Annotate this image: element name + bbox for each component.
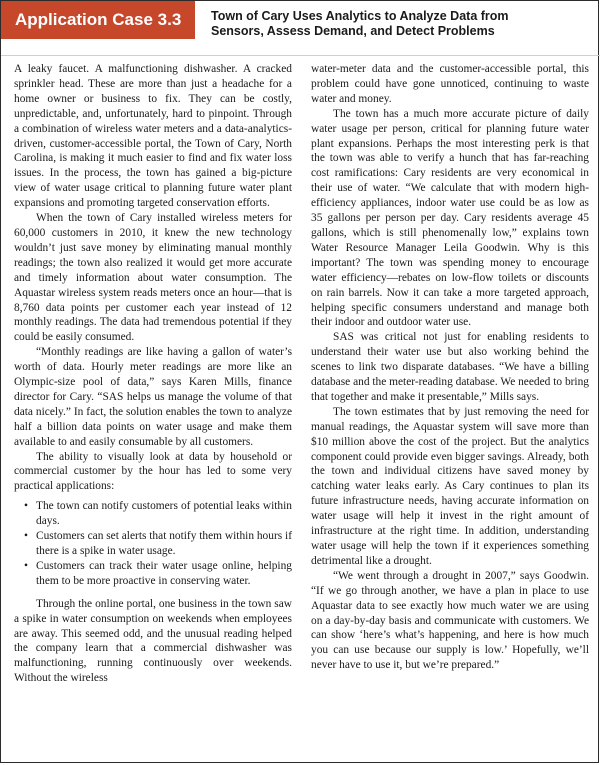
list-item: • The town can notify customers of potential leaks within days. (36, 499, 292, 529)
paragraph: SAS was critical not just for enabling residents to understand their water use but also working behind the scenes to link two disparate databases. “We have a billing database and the meter-reading database. We needed to bring that together and make it presentable,” Mills says. (311, 331, 589, 403)
case-label: Application Case 3.3 (1, 1, 195, 39)
case-title (211, 9, 591, 39)
paragraph: When the town of Cary installed wireless meters for 60,000 customers in 2010, it knew the new technology wouldn’t just save money by eliminating manual monthly readings; the town also realized it would get more accurate and timely information about water consumption. The Aquastar wireless system reads meters once an hour—that is 8,760 data points per customer each year instead of 12 monthly readings. The data had tremendous potential if they could be easily consumed. (14, 212, 292, 344)
case-header (1, 1, 600, 56)
applications-list (14, 499, 292, 588)
list-item: • Customers can set alerts that notify them within hours if there is a spike in water usage. (36, 529, 292, 559)
right-column (311, 62, 589, 686)
left-column (14, 62, 292, 686)
body-columns (14, 62, 589, 686)
case-title-line: Town of Cary Uses Analytics to Analyze Data from (211, 9, 509, 23)
paragraph: water-meter data and the customer-accessible portal, this problem could have gone unnoticed, continuing to waste water and money. (311, 63, 589, 105)
paragraph: Through the online portal, one business in the town saw a spike in water consumption on weekends when employees are away. This seemed odd, and the unusual reading helped the company learn that a commercial dishwasher was malfunctioning, running continuously over weekends. Without the wireless (14, 597, 292, 685)
paragraph: “We went through a drought in 2007,” says Goodwin. “If we go through another, we have a plan in place to use Aquastar data to see exactly how much water we are using on a day-by-day basis and communicate with customers. We can show ‘here’s what’s happening, and here is how much you can use because our supply is low.’ Hopefully, we’ll never have to use it, but we’re prepared.” (311, 569, 589, 672)
paragraph: “Monthly readings are like having a gallon of water’s worth of data. Hourly meter readings are more like an Olympic-size pool of data,” says Karen Mills, finance director for Cary. “SAS helps us manage the volume of that data nicely.” In fact, the solution enables the town to analyze half a billion data points on water usage and make them available to and easily consumable by all customers. (14, 346, 292, 448)
case-title-line: Sensors, Assess Demand, and Detect Problems (211, 24, 495, 38)
paragraph: A leaky faucet. A malfunctioning dishwasher. A cracked sprinkler head. These are more than just a headache for a home owner or business to fix. They can be costly, unpredictable, and, unfortunately, hard to pinpoint. Through a combination of wireless water meters and a data-analytics-driven, customer-accessible portal, the Town of Cary, North Carolina, is making it much easier to find and fix water loss issues. In the process, the town has gained a big-picture view of water usage critical to planning future water plant expansions and promoting targeted conservation efforts. (14, 63, 292, 210)
list-item: • Customers can track their water usage online, helping them to be more proactive in conserving water. (36, 559, 292, 589)
paragraph: The town has a much more accurate picture of daily water usage per person, critical for planning future water plant expansions. Perhaps the most interesting perk is that the town was able to verify a hunch that has far-reaching cost ramifications: Cary residents are very economical in their use of water. “We calculate that with modern high-efficiency appliances, indoor water use could be as low as 35 gallons per person per day. Cary residents average 45 gallons, which is still phenomenally low,” explains town Water Resource Manager Leila Goodwin. Why is this important? The town was spending money to encourage water efficiency—rebates on low-flow toilets or discounts on rain barrels. Now it can take a more targeted approach, helping specific consumers understand and manage both their indoor and outdoor water use. (311, 107, 589, 329)
paragraph: The town estimates that by just removing the need for manual readings, the Aquastar system will save more than $10 million above the cost of the project. But the analytics component could provide even bigger savings. Already, both the town and individual citizens have saved money by catching water leaks early. As Cary continues to plan its future infrastructure needs, having accurate information on water usage will help it invest in the right amount of infrastructure at the right time. In addition, understanding water usage will help the town if it experiences something detrimental like a drought. (311, 405, 589, 567)
paragraph: The ability to visually look at data by household or commercial customer by the hour has led to some very practical applications: (14, 450, 292, 493)
